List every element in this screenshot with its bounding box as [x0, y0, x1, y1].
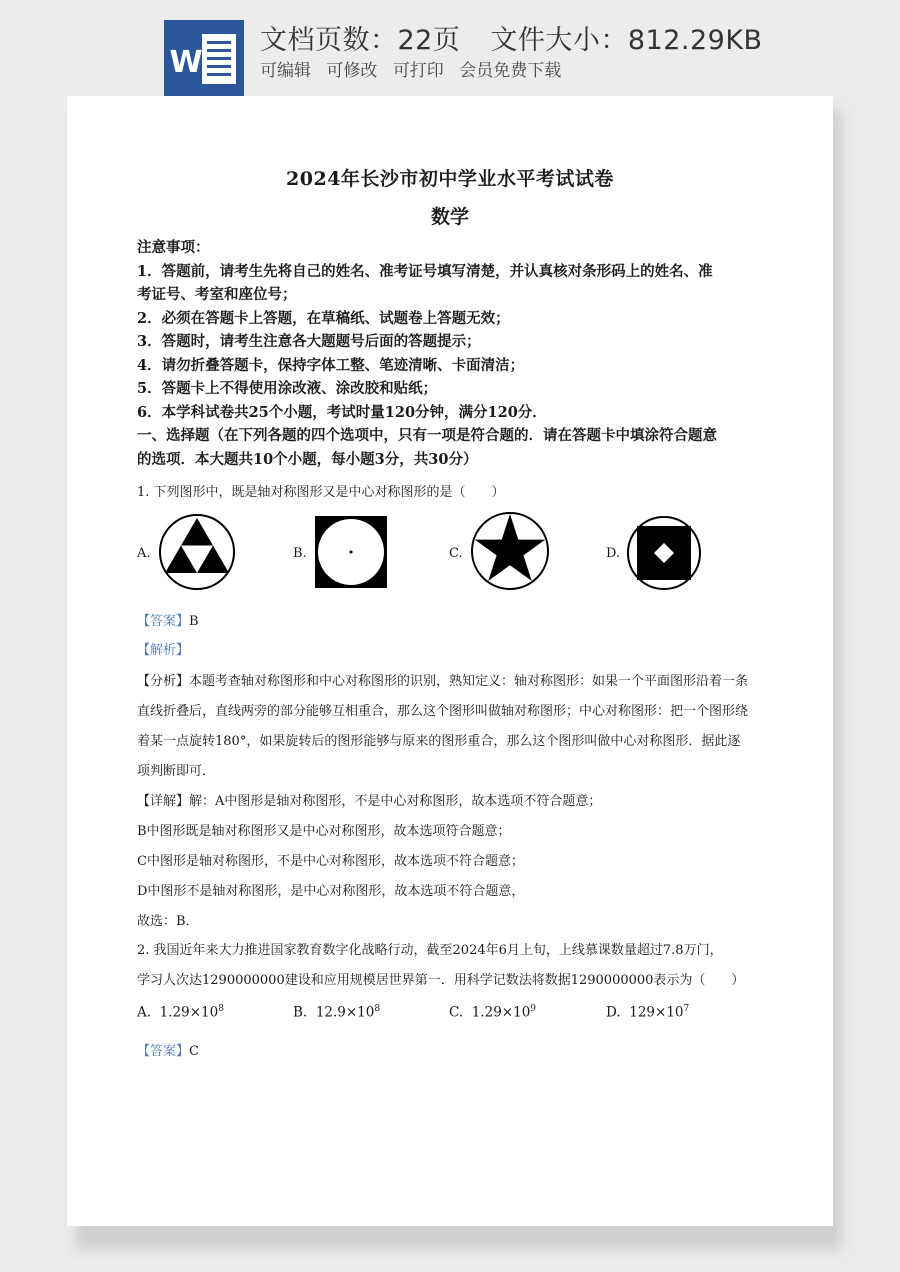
- q1-figure-b-square-circle: [313, 514, 389, 590]
- section-heading: 的选项．本大题共10个小题，每小题3分，共30分）: [137, 450, 478, 468]
- q1-analysis-line: 项判断即可．: [137, 764, 216, 779]
- q1-detail-line: 【详解】解：A中图形是轴对称图形，不是中心对称图形，故本选项不符合题意；: [137, 794, 602, 809]
- q1-analysis-line: 【分析】本题考查轴对称图形和中心对称图形的识别，熟知定义：轴对称图形：如果一个平面图形沿着一条: [137, 674, 749, 689]
- exam-title: 2024年长沙市初中学业水平考试试卷: [286, 168, 614, 190]
- notice-line: 考证号、考室和座位号；: [137, 286, 297, 303]
- q1-option-a-label: A.: [137, 546, 151, 561]
- q2-option-b-base: 12.9×10: [315, 1004, 375, 1021]
- q1-option-b-label: B.: [293, 546, 307, 561]
- q2-option-d-exp: 7: [683, 1004, 690, 1014]
- q2-stem-line: 2. 我国近年来大力推进国家教育数字化战略行动，截至2024年6月上旬，上线慕课数量超过7.8万门，: [137, 943, 723, 958]
- q2-option-a-label: A.: [137, 1004, 152, 1021]
- q2-answer-value: C: [189, 1044, 199, 1059]
- q2-option-a-exp: 8: [218, 1004, 224, 1014]
- logo-letter: W: [169, 45, 203, 80]
- notice-line: 5．答题卡上不得使用涂改液、涂改胶和贴纸；: [137, 380, 438, 397]
- q1-detail-line: D中图形不是轴对称图形，是中心对称图形，故本选项不符合题意，: [137, 884, 525, 899]
- q1-detail-line: B中图形既是轴对称图形又是中心对称图形，故本选项符合题意；: [137, 824, 511, 839]
- notice-line: 3．答题时，请考生注意各大题题号后面的答题提示；: [137, 333, 481, 350]
- answer-tag: 【答案】: [137, 1044, 190, 1059]
- q2-option-c: [449, 1004, 536, 1021]
- q1-analysis-tag: 【解析】: [137, 643, 190, 658]
- exam-subject: 数学: [430, 206, 469, 228]
- q2-option-c-label: C.: [449, 1004, 464, 1021]
- q1-option-d-label: D.: [606, 546, 621, 561]
- q1-analysis-line: 直线折叠后，直线两旁的部分能够互相重合，那么这个图形叫做轴对称图形；中心对称图形：把一个图形绕: [137, 704, 749, 719]
- q1-option-c-label: C.: [449, 546, 463, 561]
- banner-title: [260, 18, 763, 57]
- q1-figure-c-star: [469, 510, 551, 592]
- notice-line: 4．请勿折叠答题卡，保持字体工整、笔迹清晰、卡面清洁；: [137, 356, 525, 374]
- q2-option-d: [606, 1004, 689, 1021]
- feature-tags: [260, 56, 571, 81]
- notice-line: 6．本学科试卷共25个小题，考试时量120分钟，满分120分．: [137, 403, 547, 421]
- q2-option-a-base: 1.29×10: [159, 1004, 219, 1021]
- document-page: [67, 96, 833, 1226]
- q2-option-b-exp: 8: [374, 1004, 381, 1014]
- q2-option-c-exp: 9: [530, 1004, 537, 1014]
- notice-line: 1．答题前，请考生先将自己的姓名、准考证号填写清楚，并认真核对条形码上的姓名、准: [137, 262, 713, 280]
- file-size-label: 文件大小：812.29KB: [490, 25, 763, 56]
- q2-answer: [137, 1040, 199, 1059]
- tag-printable: 可打印: [392, 61, 444, 81]
- q2-option-c-base: 1.29×10: [471, 1004, 531, 1021]
- q1-answer: [137, 610, 199, 629]
- tag-free-download: 会员免费下载: [459, 61, 562, 81]
- q1-answer-value: B: [189, 614, 199, 629]
- page-count-label: 文档页数：22页: [260, 25, 461, 56]
- document-info-banner: [0, 0, 900, 96]
- q1-figure-a-triangles: [157, 512, 237, 592]
- notice-heading: 注意事项：: [137, 239, 210, 256]
- q1-conclusion: 故选：B．: [137, 914, 199, 929]
- q1-detail-line: C中图形是轴对称图形，不是中心对称图形，故本选项不符合题意；: [137, 854, 524, 869]
- q2-option-d-label: D.: [606, 1004, 621, 1021]
- q1-figure-d-circle-square: [625, 514, 703, 592]
- tag-editable: 可编辑: [260, 61, 311, 81]
- answer-tag: 【答案】: [137, 614, 190, 629]
- q2-option-b-label: B.: [293, 1004, 308, 1021]
- section-heading: 一、选择题（在下列各题的四个选项中，只有一项是符合题的．请在答题卡中填涂符合题意: [137, 427, 717, 444]
- q2-option-d-base: 129×10: [629, 1004, 684, 1021]
- tag-modifiable: 可修改: [326, 61, 378, 81]
- q2-option-a: [137, 1004, 224, 1021]
- q2-stem-line: 学习人次达1290000000建设和应用规模居世界第一．用科学记数法将数据1290000000表示为（ ）: [137, 973, 745, 988]
- q2-option-b: [293, 1004, 380, 1021]
- q1-analysis-line: 着某一点旋转180°，如果旋转后的图形能够与原来的图形重合，那么这个图形叫做中心对称图形．据此逐: [137, 734, 741, 749]
- word-document-icon: [164, 20, 244, 96]
- notice-line: 2．必须在答题卡上答题，在草稿纸、试题卷上答题无效；: [137, 309, 510, 327]
- q1-stem: 1. 下列图形中，既是轴对称图形又是中心对称图形的是（ ）: [137, 485, 505, 500]
- notice-section: [137, 236, 777, 471]
